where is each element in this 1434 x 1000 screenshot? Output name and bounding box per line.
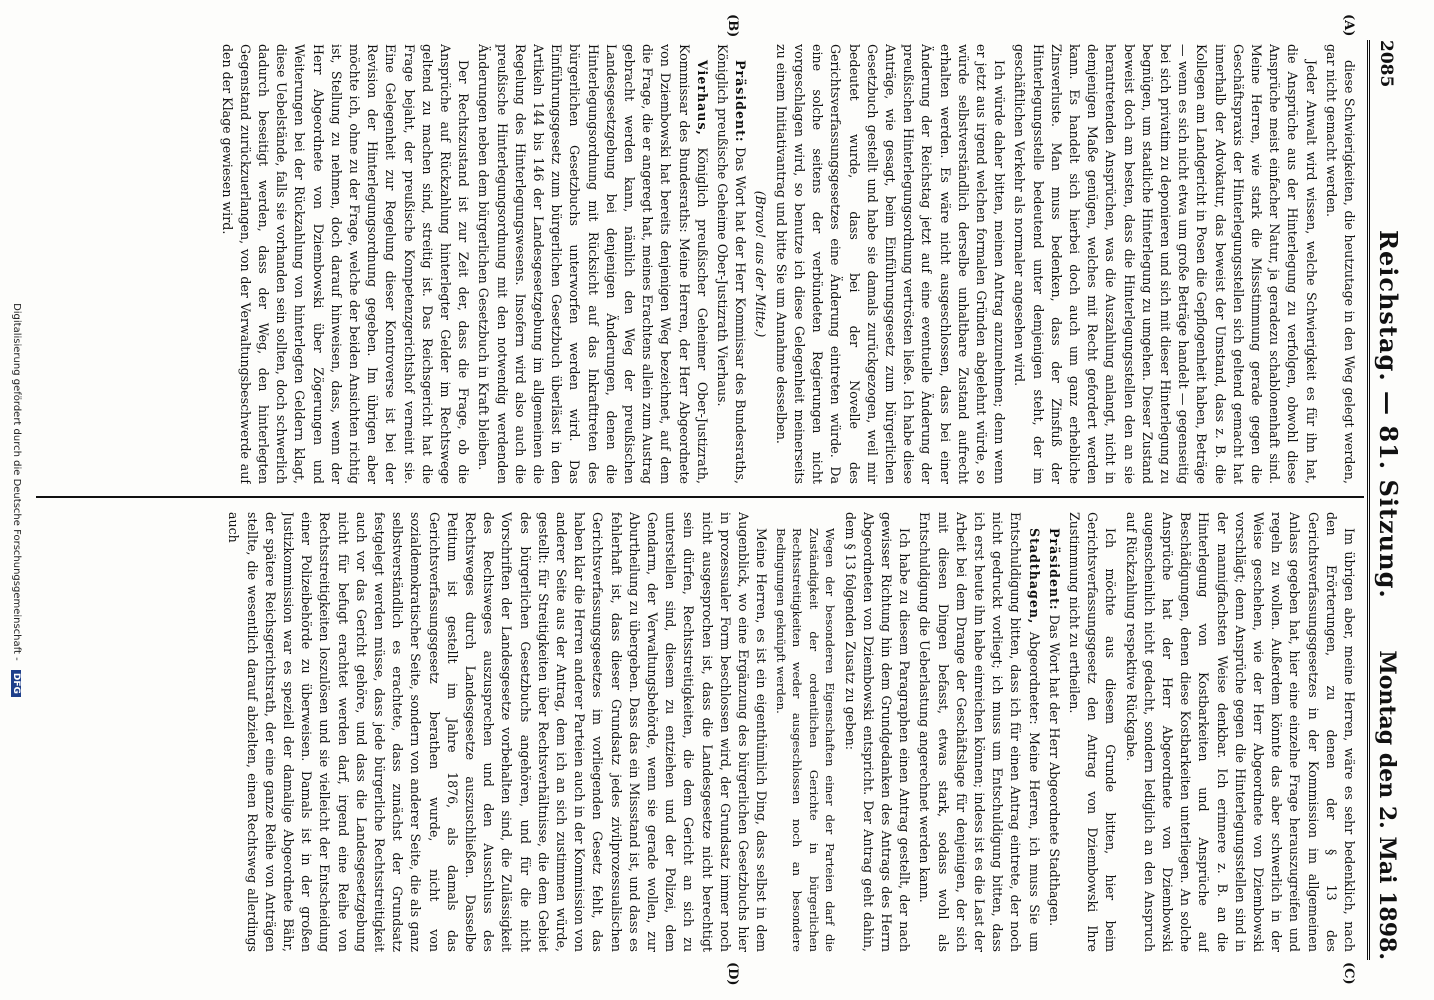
paragraph-text: diese Schwierigkeiten, die heutzutage in den Weg gelegt werden, gar nicht gemacht werden.: [1323, 44, 1357, 484]
paragraph-text: Der Rechtszustand ist zur Zeit der, dass die Frage, ob die Ansprüche auf Rückzahlung hinterlegter Gelder im Rechtswege geltend zu machen sind, streitig ist. Das Reichsgericht hat die Frage bejaht, der preußische Kompetenzgerichtshof verneint sie. Eine Gelegenheit zur Regelung dieser Kontroverse ist bei der Revision der Hinterlegungsordnung gegeben. Im übrigen aber möchte ich, ohne zu der Frage, welche der beiden Ansichten richtig ist, Stellung zu nehmen, doch darauf hinweisen, dass, wenn der Herr Abgeordnete von Dziembowski über Zögerungen und Weiterungen bei der Rückzahlung von hinterlegten Geldern klagt, diese Uebelstände, falls sie vorhanden sein sollten, doch schwerlich dadurch beseitigt werden, dass der Weg, den hinterlegten Gegenstand zurückzuerlangen, von der Verwaltungsbeschwerde auf den der Klage gewiesen wird.: [219, 44, 472, 484]
paragraph: [713, 44, 749, 484]
paragraph-text: Jeder Anwalt wird wissen, welche Schwierigkeit es für ihn hat, die Ansprüche aus der Hinterlegung zu verfolgen, obwohl diese Ansprüche meist einfacher Natur, ja geradezu schablonenhaft sind. Meine Herren, wie stark die Missstimmung gerade gegen die Geschäftspraxis der Hinterlegungsstellen sich geltend gemacht hat innerhalb der Advokatur, das beweist der Umstand, dass z. B. die Kollegen am Landgericht in Posen die Gepflogenheit haben, Beträge — wenn es sich nicht etwa um große Beträge handelt — gegenseitig bei sich privatim zu deponieren und sich mit dieser Hinterlegung zu begnügen, um staatliche Hinterlegung zu umgehen. Dieser Zustand beweist doch am besten, dass die Hinterlegungsstellen den an sie herantretenden Ansprüchen, was die Auszahlung anlangt, nicht in demjenigen Maße genügen, welches mit Recht gefordert werden kann. Es handelt sich hierbei doch auch um ganz erhebliche Zinsverluste. Man muss bedenken, dass der Zinsfuß der Hinterlegungsstelle bedeutend unter demjenigen steht, der im geschäftlichen Verkehr als normaler angesehen wird.: [1012, 44, 1319, 484]
margin-marker-c: (C): [1341, 962, 1356, 985]
paragraph-text: Das Wort hat der Herr Kommissar des Bundesraths, Königlich preußische Geheime Ober-Justizrath Vierhaus.: [715, 44, 749, 484]
paragraph: [1045, 512, 1063, 952]
paragraph-text: Wegen der besonderen Eigenschaften einer der Parteien darf die Zuständigkeit der ordentlichen Gerichte in bürgerlichen Rechtsstreitigkeiten weder ausgeschlossen noch an besondere Bedingungen geknüpft werden.: [773, 528, 838, 952]
paragraph-text: Königlich preußischer Geheimer Ober-Justizrath, Kommissar des Bundesraths: Meine Herren, der Herr Abgeordnete von Dziembowski hat bereits denjenigen Weg bezeichnet, auf dem die Frage, die er angeregt hat, meines Erachtens allein zum Austrag gebracht werden kann, nämlich den Weg der preußischen Landesgesetzgebung bei denjenigen Änderungen, denen die Hinterlegungsordnung mit Rücksicht auf das Inkrafttreten des bürgerlichen Gesetzbuchs unterworfen werden wird. Das Einführungsgesetz zum bürgerlichen Gesetzbuch überlässt in den Artikeln 144 bis 146 der Landesgesetzgebung im allgemeinen die Regelung des Hinterlegungswesens. Insofern wird also auch die preußische Hinterlegungsordnung mit den notwendig werdenden Änderungen neben dem bürgerlichen Gesetzbuch in Kraft bleiben.: [476, 44, 710, 484]
margin-marker-b: (B): [725, 14, 740, 38]
paragraph-text: Abgeordneter: Meine Herren, ich muss Sie um Entschuldigung bitten, dass ich für einen Antrag eintrete, der noch nicht gedruckt vorliegt; ich muss um Entschuldigung bitten, dass ich erst heute ihn habe einreichen können; indess ist es die Last der Arbeit bei dem Drange der Geschäftslage für denjenigen, der sich mit diesen Dingen befasst, etwas stark, sodass wohl als Entschuldigung die Ueberlastung angerechnet werden kann.: [917, 512, 1042, 952]
paragraph-text: (Bravo! aus der Mitte.): [753, 190, 769, 338]
left-text-column: [40, 44, 1358, 484]
session-date: Montag den 2. Mai 1898.: [1374, 650, 1400, 960]
quoted-motion: [772, 512, 838, 952]
footer-text: Digitalisierung gefördert durch die Deutsche Forschungsgemeinschaft -: [11, 303, 22, 661]
paragraph-text: Ich würde daher bitten, meinen Antrag anzunehmen; denn wenn er jetzt aus irgend welchen formalen Gründen abgelehnt würde, so würde selbstverständlich derselbe unhaltbare Zustand aufrecht erhalten werden. Es wäre nicht ausgeschlossen, dass bei einer Änderung der Reichstag jetzt auf eine eventuelle Änderung der preußischen Hinterlegungsordnung vertrösten ließe. Ich habe diese Anträge, wie gesagt, beim Einführungsgesetz zum bürgerlichen Gesetzbuch gestellt und habe sie damals zurückgezogen, weil mir bedeutet wurde, dass bei der Novelle des Gerichtsverfassungsgesetzes eine Änderung eintreten würde. Da eine solche seitens der verbündeten Regierungen nicht vorgeschlagen wird, so benutze ich diese Gelegenheit meinerseits zu einem Initiativantrag und bitte Sie um Annahme desselben.: [773, 44, 1008, 484]
paragraph-text: Ich habe zu diesem Paragraphen einen Antrag gestellt, der nach gewisser Richtung hin dem Grundgedanken des Antrags des Herrn Abgeordneten von Dziembowski entspricht. Der Antrag geht dahin, dem § 13 folgenden Zusatz zu geben:: [842, 512, 913, 952]
dfg-logo: DFG: [11, 670, 21, 697]
paragraph-text: Im übrigen aber, meine Herren, wäre es sehr bedenklich, nach den Erörterungen, zu denen der § 13 des Gerichtsverfassungsgesetzes in der Kommission im allgemeinen Anlass gegeben hat, hier eine einzelne Frage herauszugreifen und regeln zu wollen. Außerdem könnte das aber schwerlich in der Weise geschehen, wie der Herr Abgeordnete von Dziembowski vorschlägt; denn Ansprüche gegen die Hinterlegungsstellen sind in der mannigfachsten Weise denkbar. Ich erinnere z. B. an die Hinterlegung von Kostbarkeiten und Ansprüche auf Beschädigungen, denen diese Kostbarkeiten unterliegen. An solche Ansprüche hat der Herr Abgeordnete von Dziembowski augenscheinlich nicht gedacht, sondern lediglich an den Anspruch auf Rückzahlung respektive Rückgabe.: [1123, 512, 1357, 952]
paragraph: [1010, 44, 1319, 484]
speaker-name: Präsident:: [1046, 528, 1062, 611]
paragraph-text: Das Wort hat der Herr Abgeordnete Stadthagen.: [1046, 614, 1062, 927]
right-text-column: [40, 512, 1358, 952]
speaker-name: Präsident:: [733, 60, 749, 143]
paragraph: [840, 512, 913, 952]
stage-direction: [751, 44, 769, 484]
paragraph: [1065, 512, 1120, 952]
paragraph-text: Meine Herren, es ist ein eigenthümlich Ding, dass selbst in dem Augenblick, wo eine Ergänzung des bürgerlichen Gesetzbuchs hier in prozessualer Form beschlossen wird, der Grundsatz immer noch nicht ausgesprochen ist, dass die Landesgesetze nicht berechtigt sein dürfen, Rechtsstreitigkeiten, die dem Gericht an sich zu unterstellen sind, diesem zu entziehen und der Polizei, dem Gendarm, der Verwaltungsbehörde, wenn sie gerade wollen, zur Aburtheilung zu übergeben. Dass das ein Missstand ist, und dass es fehlerhaft ist, dass dieser Grundsatz jedes zivilprozessualischen Gerichtsverfassungsgesetzes im vorliegenden Gesetz fehlt, das haben klar die Herren anderer Parteien auch in der Kommission von anderer Seite aus der Antrag, dem ich an sich zustimmen würde, gestellt: für Streitigkeiten über Rechtsverhältnisse, die dem Gebiet des bürgerlichen Gesetzbuchs angehören, und für die nicht Vorschriften der Landesgesetze vorbehalten sind, die Zulässigkeit des Rechtsweges auszusprechen und den Ausschluss des Rechtsweges durch Landesgesetze auszuschließen. Dasselbe Petitum ist gestellt im Jahre 1876, als damals das Gerichtsverfassungsgesetz berathen wurde, nicht von sozialdemokratischer Seite, sondern von anderer Seite, die als ganz selbstverständlich es erachtete, dass zunächst der Grundsatz festgelegt werden müsse, dass jede bürgerliche Rechtsstreitigkeit auch vor das Gericht gehöre, und dass die Landesgesetzgebung nicht für befugt erachtet werden darf, irgend eine Reihe von Rechtsstreitigkeiten loszulösen und sie vielleicht der Entscheidung einer Polizeibehörde zu überweisen. Damals ist in der großen Justizkommission war es speziell der damalige Abgeordnete Bähr, der spätere Reichsgerichtsrath, der eine ganze Reihe von Anträgen stellte, die wesentlich darauf abzielten, einen Rechtsweg allerdings auch: [226, 512, 770, 952]
margin-marker-d: (D): [725, 962, 740, 986]
session-title: Reichstag. — 81. Sitzung.: [1374, 230, 1403, 599]
speaker-name: Vierhaus,: [694, 60, 710, 136]
paragraph: [217, 44, 472, 484]
paragraph: [1322, 44, 1358, 484]
margin-marker-a: (A): [1341, 14, 1356, 37]
paragraph: [772, 44, 1009, 484]
paragraph: [224, 512, 770, 952]
column-divider: [36, 496, 1364, 498]
speaker-name: Stadthagen,: [1026, 528, 1042, 625]
page-header: [1367, 40, 1416, 960]
paragraph: [474, 44, 711, 484]
page-number: 2085: [1376, 40, 1396, 88]
paragraph-text: Ich möchte aus diesem Grunde bitten, hier beim Gerichtsverfassungsgesetz den Antrag von Dziembowski Ihre Zustimmung nicht zu ertheilen.: [1066, 512, 1119, 952]
digitization-footer: [4, 0, 22, 1000]
paragraph: [1121, 512, 1358, 952]
paragraph: [915, 512, 1042, 952]
